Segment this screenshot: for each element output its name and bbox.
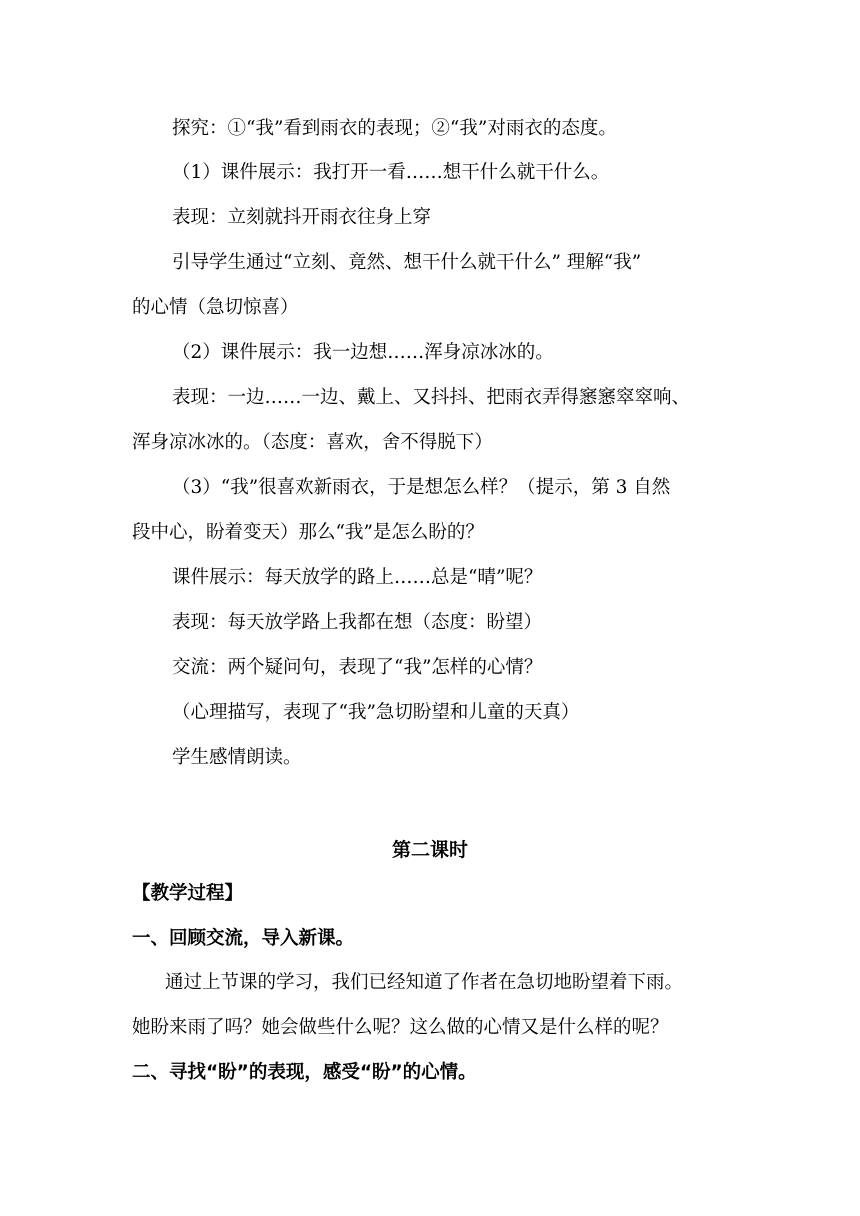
psychology-line: （心理描写，表现了“我”急切盼望和儿童的天真） bbox=[172, 702, 580, 723]
section-title: 第二课时 bbox=[391, 839, 468, 861]
step2-heading: 二、寻找“盼”的表现，感受“盼”的心情。 bbox=[132, 1062, 477, 1083]
process-heading: 【教学过程】 bbox=[132, 883, 244, 904]
discussion-line: 交流：两个疑问句，表现了“我”怎样的心情？ bbox=[172, 657, 543, 678]
step1-paragraph-line2: 她盼来雨了吗？她会做些什么呢？这么做的心情又是什么样的呢？ bbox=[132, 1017, 669, 1038]
courseware-1-line: （1）课件展示：我打开一看……想干什么就干什么。 bbox=[172, 162, 610, 183]
question-3-line: （3）“我”很喜欢新雨衣，于是想怎么样？（提示，第 3 自然 bbox=[172, 477, 671, 498]
courseware-2-line: （2）课件展示：我一边想……浑身凉冰冰的。 bbox=[172, 342, 554, 363]
performance-2-line-cont: 浑身凉冰冰的。（态度：喜欢，舍不得脱下） bbox=[132, 432, 493, 453]
guide-line: 引导学生通过“立刻、竟然、想干什么就干什么” 理解“我” bbox=[172, 252, 642, 273]
question-3-line-cont: 段中心，盼着变天）那么“我”是怎么盼的？ bbox=[132, 522, 484, 543]
courseware-3-line: 课件展示：每天放学的路上……总是“晴”呢？ bbox=[172, 567, 543, 588]
performance-3-line: 表现：每天放学路上我都在想（态度：盼望） bbox=[172, 612, 543, 633]
guide-line-cont: 的心情（急切惊喜） bbox=[132, 297, 299, 318]
performance-1-line: 表现：立刻就抖开雨衣往身上穿 bbox=[172, 207, 432, 228]
performance-2-line: 表现：一边……一边、戴上、又抖抖、把雨衣弄得窸窸窣窣响、 bbox=[172, 387, 691, 408]
reading-line: 学生感情朗读。 bbox=[172, 747, 302, 768]
explore-line: 探究：①“我”看到雨衣的表现；②“我”对雨衣的态度。 bbox=[172, 118, 617, 139]
step1-paragraph-line1: 通过上节课的学习，我们已经知道了作者在急切地盼望着下雨。 bbox=[165, 972, 684, 993]
step1-heading: 一、回顾交流，导入新课。 bbox=[132, 928, 355, 949]
